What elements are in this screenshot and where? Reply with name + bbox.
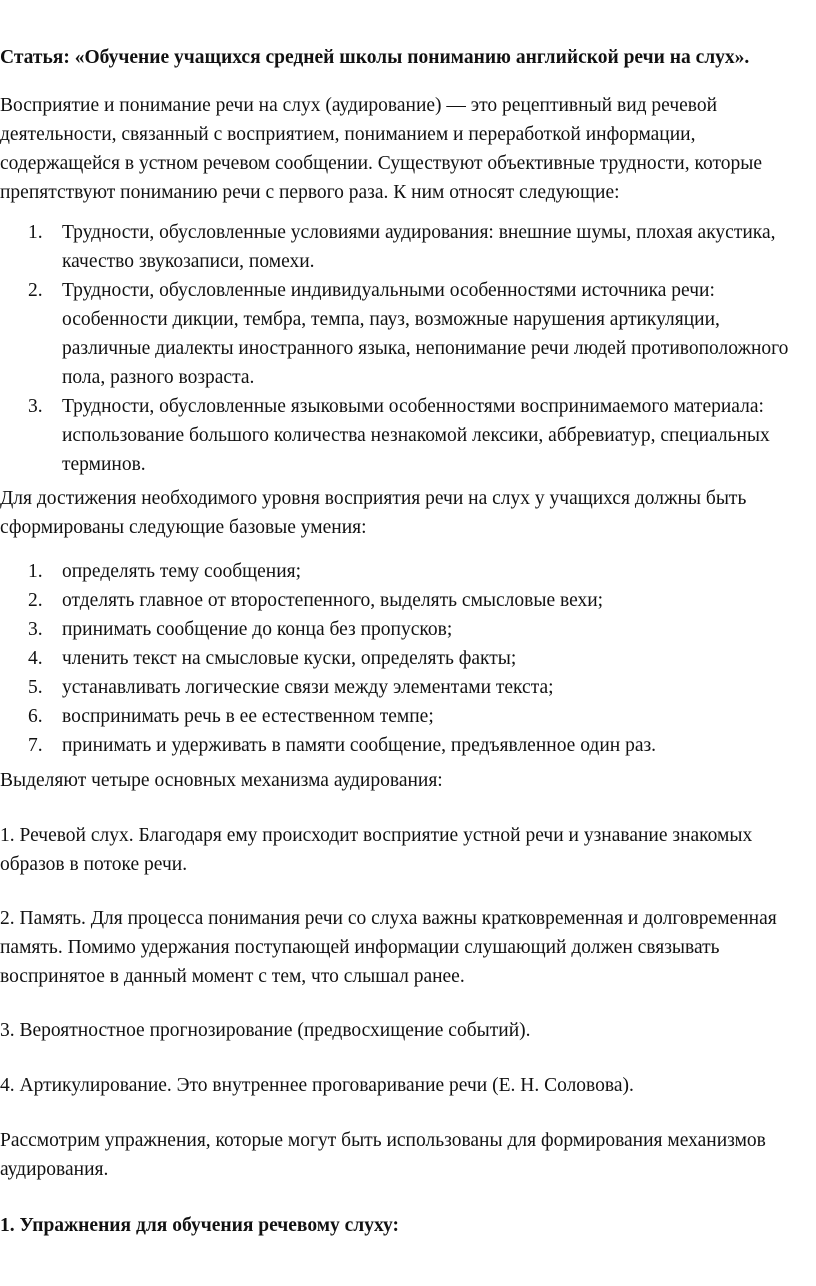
list-number: 4. (28, 648, 43, 669)
mechanism-paragraph-1: 1. Речевой слух. Благодаря ему происходит восприятие устной речи и узнавание знакомых образов в потоке речи. (0, 825, 753, 875)
list-item (0, 276, 812, 392)
list-item (0, 557, 812, 586)
list-item-text: определять тему сообщения; (62, 561, 302, 582)
list-number: 5. (28, 677, 43, 698)
exercises-intro-paragraph: Рассмотрим упражнения, которые могут быть использованы для формирования механизмов аудирования. (0, 1130, 766, 1180)
list-item-text: отделять главное от второстепенного, выделять смысловые вехи; (62, 590, 604, 611)
section-heading: 1. Упражнения для обучения речевому слуху: (0, 1215, 399, 1236)
list-item (0, 644, 812, 673)
difficulties-list (0, 218, 812, 479)
list-item-text: принимать и удерживать в памяти сообщение, предъявленное один раз. (62, 735, 657, 756)
mechanism-paragraph-2: 2. Память. Для процесса понимания речи со слуха важны кратковременная и долговременная память. Помимо удержания поступающей информации слушающий должен связывать воспринятое в данный момент с тем, что слышал ранее. (0, 908, 777, 987)
list-item-text: устанавливать логические связи между элементами текста; (62, 677, 554, 698)
skills-intro-paragraph: Для достижения необходимого уровня восприятия речи на слух у учащихся должны быть сформированы следующие базовые умения: (0, 488, 747, 538)
mechanism-paragraph-3: 3. Вероятностное прогнозирование (предвосхищение событий). (0, 1020, 531, 1041)
list-number: 3. (28, 396, 43, 417)
list-number: 7. (28, 735, 43, 756)
list-number: 1. (28, 561, 43, 582)
intro-paragraph: Восприятие и понимание речи на слух (аудирование) — это рецептивный вид речевой деятельности, связанный с восприятием, пониманием и переработкой информации, содержащейся в устном речевом сообщении. Существуют объективные трудности, которые препятствуют пониманию речи с первого раза. К ним относят следующие: (0, 95, 762, 203)
list-item-text: Трудности, обусловленные индивидуальными особенностями источника речи: особенности дикции, тембра, темпа, пауз, возможные нарушения артикуляции, различные диалекты иностранного языка, непонимание речи людей противоположного пола, разного возраста. (62, 280, 789, 388)
list-item-text: принимать сообщение до конца без пропусков; (62, 619, 453, 640)
list-item-text: воспринимать речь в ее естественном темпе; (62, 706, 434, 727)
list-item (0, 218, 812, 276)
mechanism-paragraph-4: 4. Артикулирование. Это внутреннее проговаривание речи (Е. Н. Соловова). (0, 1075, 634, 1096)
list-item-text: Трудности, обусловленные языковыми особенностями воспринимаемого материала: использование большого количества незнакомой лексики, аббревиатур, специальных терминов. (62, 396, 770, 475)
list-item (0, 731, 812, 760)
list-item (0, 702, 812, 731)
mechanisms-intro-paragraph: Выделяют четыре основных механизма аудирования: (0, 770, 443, 791)
article-title: Статья: «Обучение учащихся средней школы пониманию английской речи на слух». (0, 47, 750, 68)
list-number: 2. (28, 280, 43, 301)
skills-list (0, 557, 812, 760)
list-item (0, 673, 812, 702)
list-item-text: Трудности, обусловленные условиями аудирования: внешние шумы, плохая акустика, качество звукозаписи, помехи. (62, 222, 776, 272)
list-item-text: членить текст на смысловые куски, определять факты; (62, 648, 517, 669)
list-item (0, 615, 812, 644)
list-number: 1. (28, 222, 43, 243)
list-item (0, 392, 812, 479)
list-number: 2. (28, 590, 43, 611)
list-item (0, 586, 812, 615)
list-number: 3. (28, 619, 43, 640)
list-number: 6. (28, 706, 43, 727)
